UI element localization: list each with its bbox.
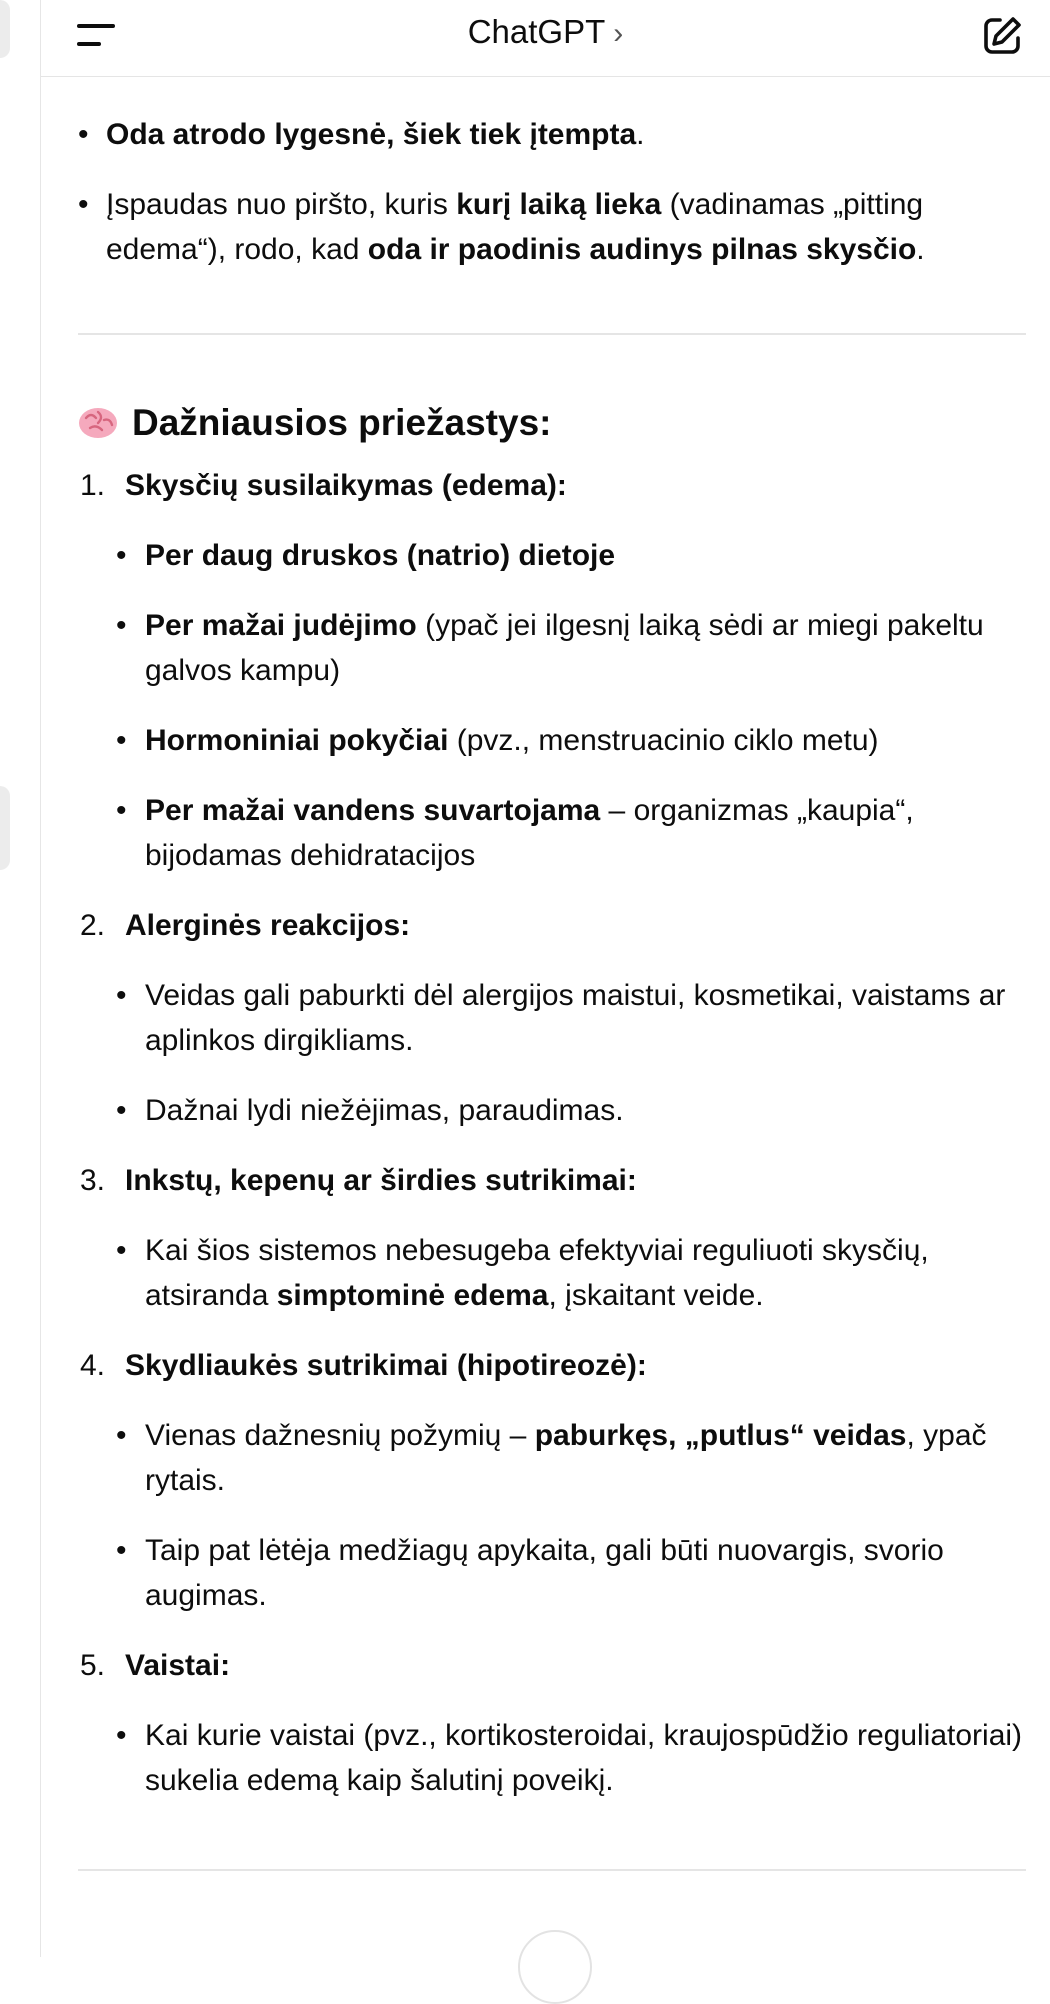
numbered-item: 1. Skysčių susilaikymas (edema): — [80, 469, 567, 502]
scroll-down-button[interactable] — [518, 1930, 592, 2004]
list-item: • Hormoniniai pokyčiai (pvz., menstruacinio ciklo metu) — [116, 724, 879, 757]
app-title: ChatGPT — [467, 13, 606, 50]
divider — [78, 1869, 1026, 1871]
sidebar-tab-top[interactable] — [0, 0, 10, 58]
list-item: • Taip pat lėtėja medžiagų apykaita, gali būti nuovargis, svorio augimas. — [116, 1534, 944, 1612]
list-item: • Kai šios sistemos nebesugeba efektyviai reguliuoti skysčių, atsiranda simptominė edema, įskaitant veide. — [116, 1234, 929, 1312]
app-header — [41, 0, 1050, 77]
list-item: • Dažnai lydi niežėjimas, paraudimas. — [116, 1094, 624, 1127]
list-item: • Vienas dažnesnių požymių – paburkęs, „putlus“ veidas, ypač rytais. — [116, 1419, 987, 1497]
numbered-item: 2. Alerginės reakcijos: — [80, 909, 411, 942]
divider — [78, 333, 1026, 335]
sidebar-tab-middle[interactable] — [0, 786, 10, 870]
list-item: • Per mažai judėjimo (ypač jei ilgesnį laiką sėdi ar miegi pakeltu galvos kampu) — [116, 609, 984, 687]
list-item: • Oda atrodo lygesnė, šiek tiek įtempta. — [78, 118, 645, 151]
brain-icon — [78, 406, 118, 440]
numbered-item: 4. Skydliaukės sutrikimai (hipotireozė): — [80, 1349, 647, 1382]
numbered-item: 3. Inkstų, kepenų ar širdies sutrikimai: — [80, 1164, 637, 1197]
message-content — [78, 100, 1028, 1871]
list-item: • Įspaudas nuo piršto, kuris kurį laiką lieka (vadinamas „pitting edema“), rodo, kad oda ir paodinis audinys pilnas skysčio. — [78, 188, 925, 266]
model-selector[interactable] — [41, 12, 1050, 54]
section-heading: Dažniausios priežastys: — [78, 399, 1028, 447]
list-item: • Per daug druskos (natrio) dietoje — [116, 539, 616, 572]
new-chat-icon[interactable] — [980, 14, 1024, 58]
list-item: • Per mažai vandens suvartojama – organizmas „kaupia“, bijodamas dehidratacijos — [116, 794, 914, 872]
list-item: • Kai kurie vaistai (pvz., kortikosteroidai, kraujospūdžio reguliatoriai) sukelia edemą kaip šalutinį poveikį. — [116, 1719, 1023, 1797]
sidebar-edge — [0, 0, 41, 1957]
chevron-right-icon: › — [613, 17, 624, 50]
numbered-item: 5. Vaistai: — [80, 1649, 231, 1682]
list-item: • Veidas gali paburkti dėl alergijos maistui, kosmetikai, vaistams ar aplinkos dirgikliams. — [116, 979, 1006, 1057]
